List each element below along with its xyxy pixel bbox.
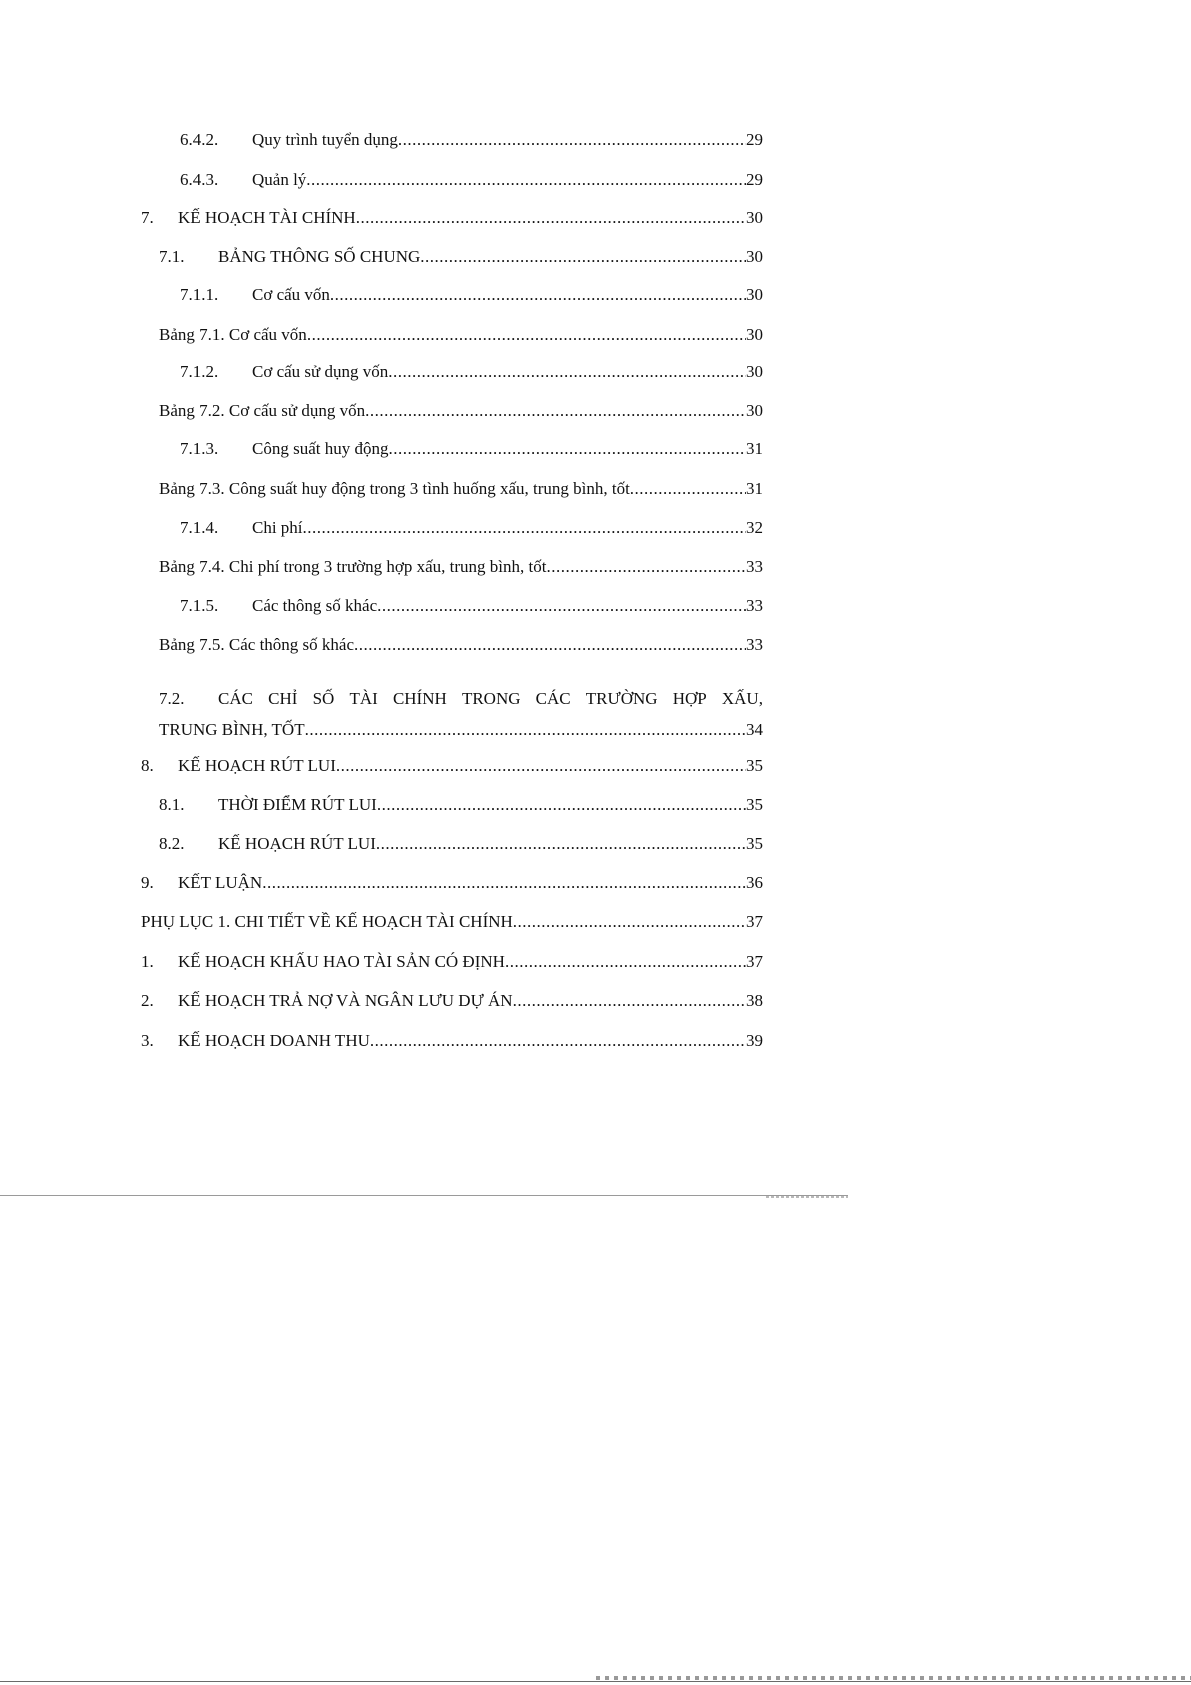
toc-entry-number: 7.1.3.	[180, 439, 219, 458]
dot-leader	[388, 436, 746, 462]
dot-leader	[336, 753, 746, 779]
toc-entry-page: 29	[746, 130, 763, 149]
toc-title-word: XẤU,	[721, 689, 763, 708]
toc-entry-page: 35	[746, 795, 763, 814]
toc-title-word: TRONG	[461, 689, 521, 708]
toc-entry-number: 7.1.4.	[180, 518, 219, 537]
toc-entry-number: 8.1.	[159, 795, 185, 814]
toc-entry-page: 39	[746, 1031, 763, 1050]
bottom-page-edge	[0, 1681, 1191, 1682]
toc-entry-number: 6.4.2.	[180, 130, 219, 149]
toc-entry-continuation[interactable]	[0, 717, 763, 743]
dot-leader	[354, 632, 746, 658]
dot-leader	[306, 167, 746, 193]
toc-entry[interactable]	[0, 167, 763, 193]
toc-entry-title: Bảng 7.2. Cơ cấu sử dụng vốn	[159, 401, 366, 420]
dot-leader	[305, 717, 746, 743]
toc-entry[interactable]	[0, 988, 763, 1014]
toc-entry-page: 32	[746, 518, 763, 537]
toc-title-word: CÁC	[218, 689, 253, 708]
toc-entry[interactable]	[0, 870, 763, 896]
toc-entry-page: 33	[746, 596, 763, 615]
toc-entry-number: 7.1.	[159, 247, 185, 266]
toc-entry-title: KẾ HOẠCH RÚT LUI	[178, 756, 336, 775]
toc-entry[interactable]	[0, 515, 763, 541]
toc-entry-title: Quản lý	[252, 170, 307, 189]
toc-entry-title: KẾ HOẠCH KHẤU HAO TÀI SẢN CÓ ĐỊNH	[178, 952, 505, 971]
dot-leader	[307, 322, 746, 348]
toc-entry-page: 29	[746, 170, 763, 189]
toc-entry-page: 34	[746, 720, 763, 739]
toc-entry[interactable]	[0, 436, 763, 462]
toc-title-word: HỢP	[672, 689, 707, 708]
toc-entry-title: Cơ cấu sử dụng vốn	[252, 362, 389, 381]
toc-entry[interactable]	[0, 322, 763, 348]
toc-entry-title: PHỤ LỤC 1. CHI TIẾT VỀ KẾ HOẠCH TÀI CHÍNH	[141, 912, 513, 931]
toc-entry-title: TRUNG BÌNH, TỐT	[159, 720, 305, 739]
toc-entry[interactable]	[0, 554, 763, 580]
toc-entry[interactable]	[0, 127, 763, 153]
toc-entry-page: 33	[746, 635, 763, 654]
toc-entry-page: 30	[746, 208, 763, 227]
toc-entry-page: 35	[746, 834, 763, 853]
toc-entry-title: KẾT LUẬN	[178, 873, 263, 892]
toc-entry-title: Bảng 7.3. Công suất huy động trong 3 tình huống xấu, trung bình, tốt	[159, 479, 630, 498]
toc-entry[interactable]	[0, 398, 763, 424]
toc-entry-title: THỜI ĐIỂM RÚT LUI	[218, 795, 377, 814]
dot-leader	[513, 988, 746, 1014]
toc-entry-title	[218, 686, 763, 712]
toc-entry-page: 30	[746, 285, 763, 304]
toc-entry[interactable]	[0, 831, 763, 857]
toc-entry-number: 7.1.2.	[180, 362, 219, 381]
toc-entry-number: 1.	[141, 952, 154, 971]
toc-entry-number: 7.2.	[159, 689, 185, 708]
dot-leader	[356, 205, 746, 231]
toc-entry[interactable]	[0, 909, 763, 935]
toc-entry[interactable]	[0, 1028, 763, 1054]
toc-entry-page: 33	[746, 557, 763, 576]
toc-entry-number: 7.1.1.	[180, 285, 219, 304]
toc-entry-page: 35	[746, 756, 763, 775]
dot-leader	[513, 909, 746, 935]
dot-leader	[330, 282, 746, 308]
toc-entry-page: 31	[746, 479, 763, 498]
dot-leader	[365, 398, 746, 424]
toc-entry-number: 2.	[141, 991, 154, 1010]
toc-entry-number: 7.	[141, 208, 154, 227]
toc-entry-page: 36	[746, 873, 763, 892]
toc-entry-page: 37	[746, 912, 763, 931]
dot-leader	[630, 476, 746, 502]
toc-entry[interactable]	[0, 476, 763, 502]
toc-title-word: CHỈ	[268, 689, 298, 708]
toc-entry-title: Bảng 7.4. Chi phí trong 3 trường hợp xấu, trung bình, tốt	[159, 557, 547, 576]
toc-entry-title: Bảng 7.5. Các thông số khác	[159, 635, 354, 654]
dot-leader	[420, 244, 746, 270]
page-separator	[0, 1195, 848, 1196]
toc-entry[interactable]	[0, 359, 763, 385]
toc-entry-number: 3.	[141, 1031, 154, 1050]
page-separator-marks	[766, 1196, 848, 1198]
toc-entry-title: KẾ HOẠCH TÀI CHÍNH	[178, 208, 356, 227]
dot-leader	[388, 359, 746, 385]
dot-leader	[377, 593, 746, 619]
dot-leader	[376, 831, 746, 857]
toc-entry-title: Bảng 7.1. Cơ cấu vốn	[159, 325, 307, 344]
toc-entry-title: Chi phí	[252, 518, 303, 537]
toc-entry-title: Cơ cấu vốn	[252, 285, 330, 304]
toc-entry-page: 30	[746, 362, 763, 381]
toc-title-word: TÀI	[349, 689, 378, 708]
toc-entry-number: 8.2.	[159, 834, 185, 853]
toc-entry-title: KẾ HOẠCH RÚT LUI	[218, 834, 376, 853]
toc-entry-page: 30	[746, 401, 763, 420]
dot-leader	[505, 949, 746, 975]
toc-entry-number: 6.4.3.	[180, 170, 219, 189]
toc-entry-title: Công suất huy động	[252, 439, 389, 458]
toc-entry-title: Các thông số khác	[252, 596, 378, 615]
toc-entry[interactable]	[0, 593, 763, 619]
toc-title-word: CÁC	[535, 689, 571, 708]
toc-title-word: TRƯỜNG	[585, 689, 658, 708]
toc-entry[interactable]	[0, 282, 763, 308]
dot-leader	[262, 870, 746, 896]
toc-entry-number: 7.1.5.	[180, 596, 219, 615]
dot-leader	[370, 1028, 746, 1054]
toc-entry-title: KẾ HOẠCH DOANH THU	[178, 1031, 370, 1050]
toc-entry[interactable]	[0, 632, 763, 658]
toc-title-word: CHÍNH	[392, 689, 447, 708]
toc-entry-page: 30	[746, 247, 763, 266]
toc-entry-page: 38	[746, 991, 763, 1010]
toc-title-word: SỐ	[312, 689, 335, 708]
dot-leader	[546, 554, 746, 580]
toc-entry-number: 8.	[141, 756, 154, 775]
dot-leader	[398, 127, 746, 153]
toc-entry-page: 37	[746, 952, 763, 971]
dot-leader	[377, 792, 746, 818]
toc-entry[interactable]	[0, 244, 763, 270]
dot-leader	[303, 515, 746, 541]
toc-entry-title: Quy trình tuyển dụng	[252, 130, 398, 149]
bottom-edge-marks	[596, 1676, 1191, 1680]
toc-entry[interactable]	[0, 205, 763, 231]
toc-entry[interactable]	[0, 686, 763, 712]
toc-entry-page: 30	[746, 325, 763, 344]
toc-entry[interactable]	[0, 753, 763, 779]
toc-entry[interactable]	[0, 949, 763, 975]
toc-entry-number: 9.	[141, 873, 154, 892]
toc-entry-title: KẾ HOẠCH TRẢ NỢ VÀ NGÂN LƯU DỰ ÁN	[178, 991, 513, 1010]
toc-entry-page: 31	[746, 439, 763, 458]
toc-entry[interactable]	[0, 792, 763, 818]
toc-entry-title: BẢNG THÔNG SỐ CHUNG	[218, 247, 421, 266]
